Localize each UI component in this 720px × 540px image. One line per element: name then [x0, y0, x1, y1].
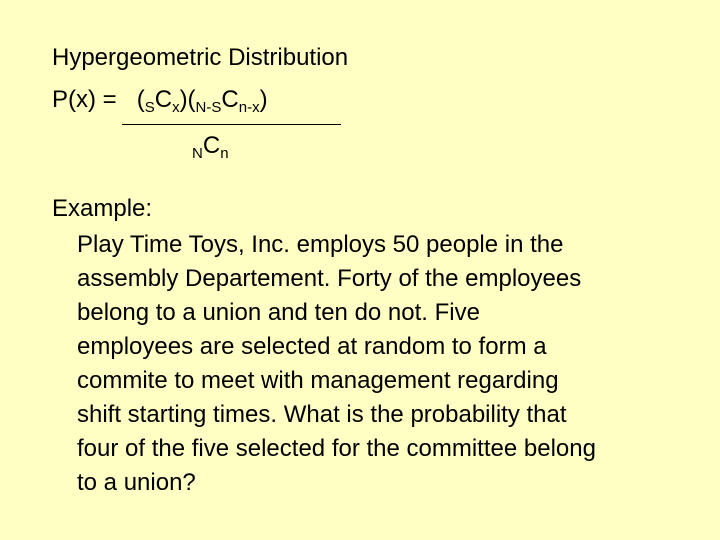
formula-c2: C: [221, 86, 239, 113]
formula-sub-x: x: [172, 99, 180, 116]
example-line: Play Time Toys, Inc. employs 50 people in the: [77, 231, 564, 258]
formula-sub-n-s: N-S: [195, 99, 222, 116]
formula-c1: C: [154, 86, 173, 113]
example-label: Example:: [52, 195, 153, 222]
formula-den-sub-small-n: n: [220, 145, 229, 162]
example-line: belong to a union and ten do not. Five: [77, 299, 480, 326]
formula-lhs: P(x) =: [52, 86, 117, 113]
formula-paren-open: (: [136, 86, 145, 113]
example-line: shift starting times. What is the probability that: [77, 401, 567, 428]
example-line: to a union?: [77, 469, 196, 496]
formula-numerator-line: [52, 86, 268, 114]
slide-title: Hypergeometric Distribution: [52, 44, 349, 71]
example-text: [77, 228, 697, 500]
formula-sub-n-x: n-x: [238, 99, 260, 116]
formula-paren-mid: )(: [179, 86, 196, 113]
formula-denominator: [192, 132, 229, 160]
formula-den-c: C: [202, 132, 221, 159]
example-line: assembly Departement. Forty of the employees: [77, 265, 582, 292]
formula-den-sub-n: N: [192, 145, 203, 162]
example-line: commite to meet with management regarding: [77, 367, 559, 394]
formula-sub-s: S: [144, 99, 155, 116]
fraction-bar: [122, 124, 341, 125]
formula-paren-close: ): [259, 86, 268, 113]
example-line: employees are selected at random to form a: [77, 333, 547, 360]
example-line: four of the five selected for the committee belong: [77, 435, 596, 462]
